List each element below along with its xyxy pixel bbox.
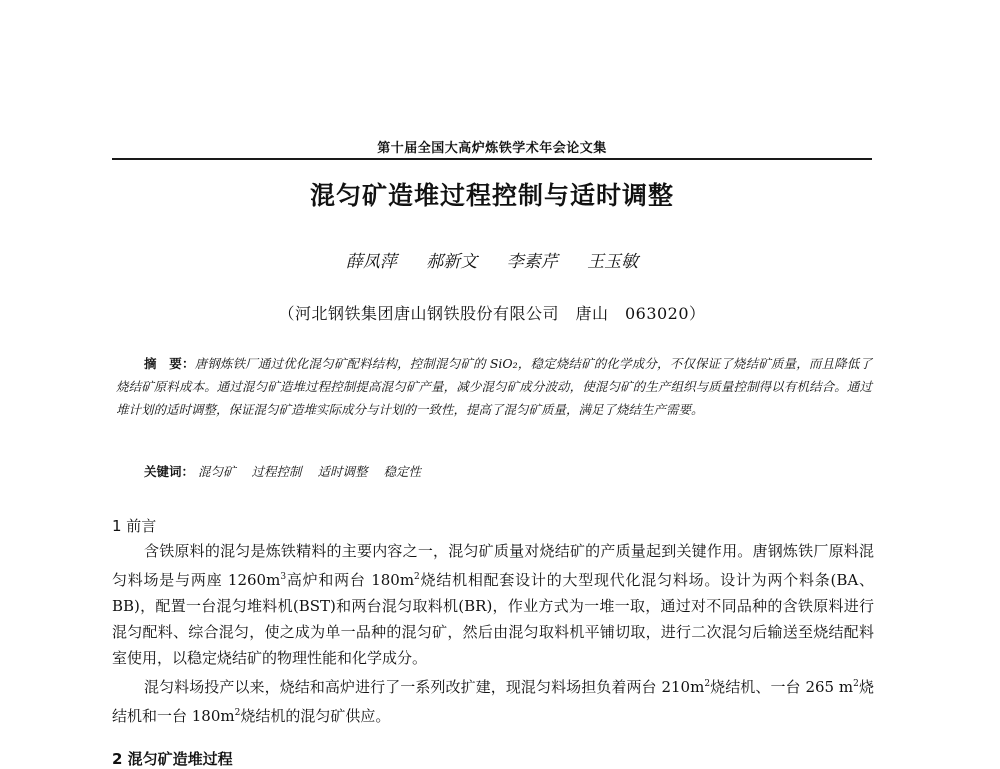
paragraph-text: 高炉和两台 180m — [286, 571, 415, 589]
keyword: 稳定性 — [383, 464, 422, 479]
keyword: 过程控制 — [251, 464, 302, 479]
abstract-label: 摘 要： — [144, 356, 195, 371]
running-header: 第十届全国大高炉炼铁学术年会论文集 — [377, 141, 607, 156]
author: 郝新文 — [426, 252, 478, 272]
paragraph — [112, 671, 874, 729]
abstract-text: 唐钢炼铁厂通过优化混匀矿配料结构，控制混匀矿的 SiO₂，稳定烧结矿的化学成分，不仅保证了烧结矿质量，而且降低了烧结矿原料成本。通过混匀矿造堆过程控制提高混匀矿产量，减少混匀矿成分波动，使混匀矿的生产组织与质量控制得以有机结合。通过堆计划的适时调整，保证混匀矿造堆实际成分与计划的一致性，提高了混匀矿质量，满足了烧结生产需要。 — [116, 356, 872, 417]
paragraph-text: 混匀料场投产以来，烧结和高炉进行了一系列改扩建，现混匀料场担负着两台 210m — [144, 678, 705, 696]
header-rule — [112, 158, 872, 160]
paragraph-text: 烧结机、一台 265 m — [710, 678, 854, 696]
keywords — [144, 462, 872, 480]
paper-title: 混匀矿造堆过程控制与适时调整 — [309, 181, 674, 210]
author-list — [112, 247, 872, 272]
paragraph — [112, 538, 874, 671]
superscript: 3 — [280, 572, 287, 582]
abstract — [116, 352, 872, 421]
keywords-label: 关键词： — [144, 464, 195, 479]
author: 李素芹 — [506, 252, 558, 272]
author: 薛凤萍 — [345, 252, 397, 272]
superscript: 2 — [704, 679, 711, 689]
section-heading: 1 前言 — [112, 517, 157, 535]
affiliation: （河北钢铁集团唐山钢铁股份有限公司 唐山 063020） — [278, 304, 706, 323]
author: 王玉敏 — [587, 252, 639, 272]
paragraph-text: 烧结机的混匀矿供应。 — [240, 707, 391, 725]
superscript: 2 — [414, 572, 420, 582]
paragraph-text: 含铁原料的混匀是炼铁精料的主要内容之一，混匀矿质量对烧结矿的产质量起到关键作用。唐钢炼铁厂原料混匀料场是与两座 1260m — [112, 542, 874, 589]
keyword: 混匀矿 — [198, 464, 236, 479]
paragraph-text: 烧结机相配套设计的大型现代化混匀料场。设计为两个料条(BA、BB)，配置一台混匀堆料机(BST)和两台混匀取料机(BR)，作业方式为一堆一取，通过对不同品种的含铁原料进行混匀配料、综合混匀，使之成为单一品种的混匀矿，然后由混匀取料机平铺切取，进行二次混匀后输送至烧结配料室使用，以稳定烧结矿的物理性能和化学成分。 — [112, 571, 874, 667]
superscript: 2 — [853, 679, 859, 689]
superscript: 2 — [234, 708, 241, 718]
section-heading-partial: 2 混匀矿造堆过程 — [112, 750, 233, 768]
paragraph-text: 烧结机和一台 180m — [112, 678, 874, 725]
section-body — [112, 538, 874, 729]
keyword: 适时调整 — [317, 464, 368, 479]
